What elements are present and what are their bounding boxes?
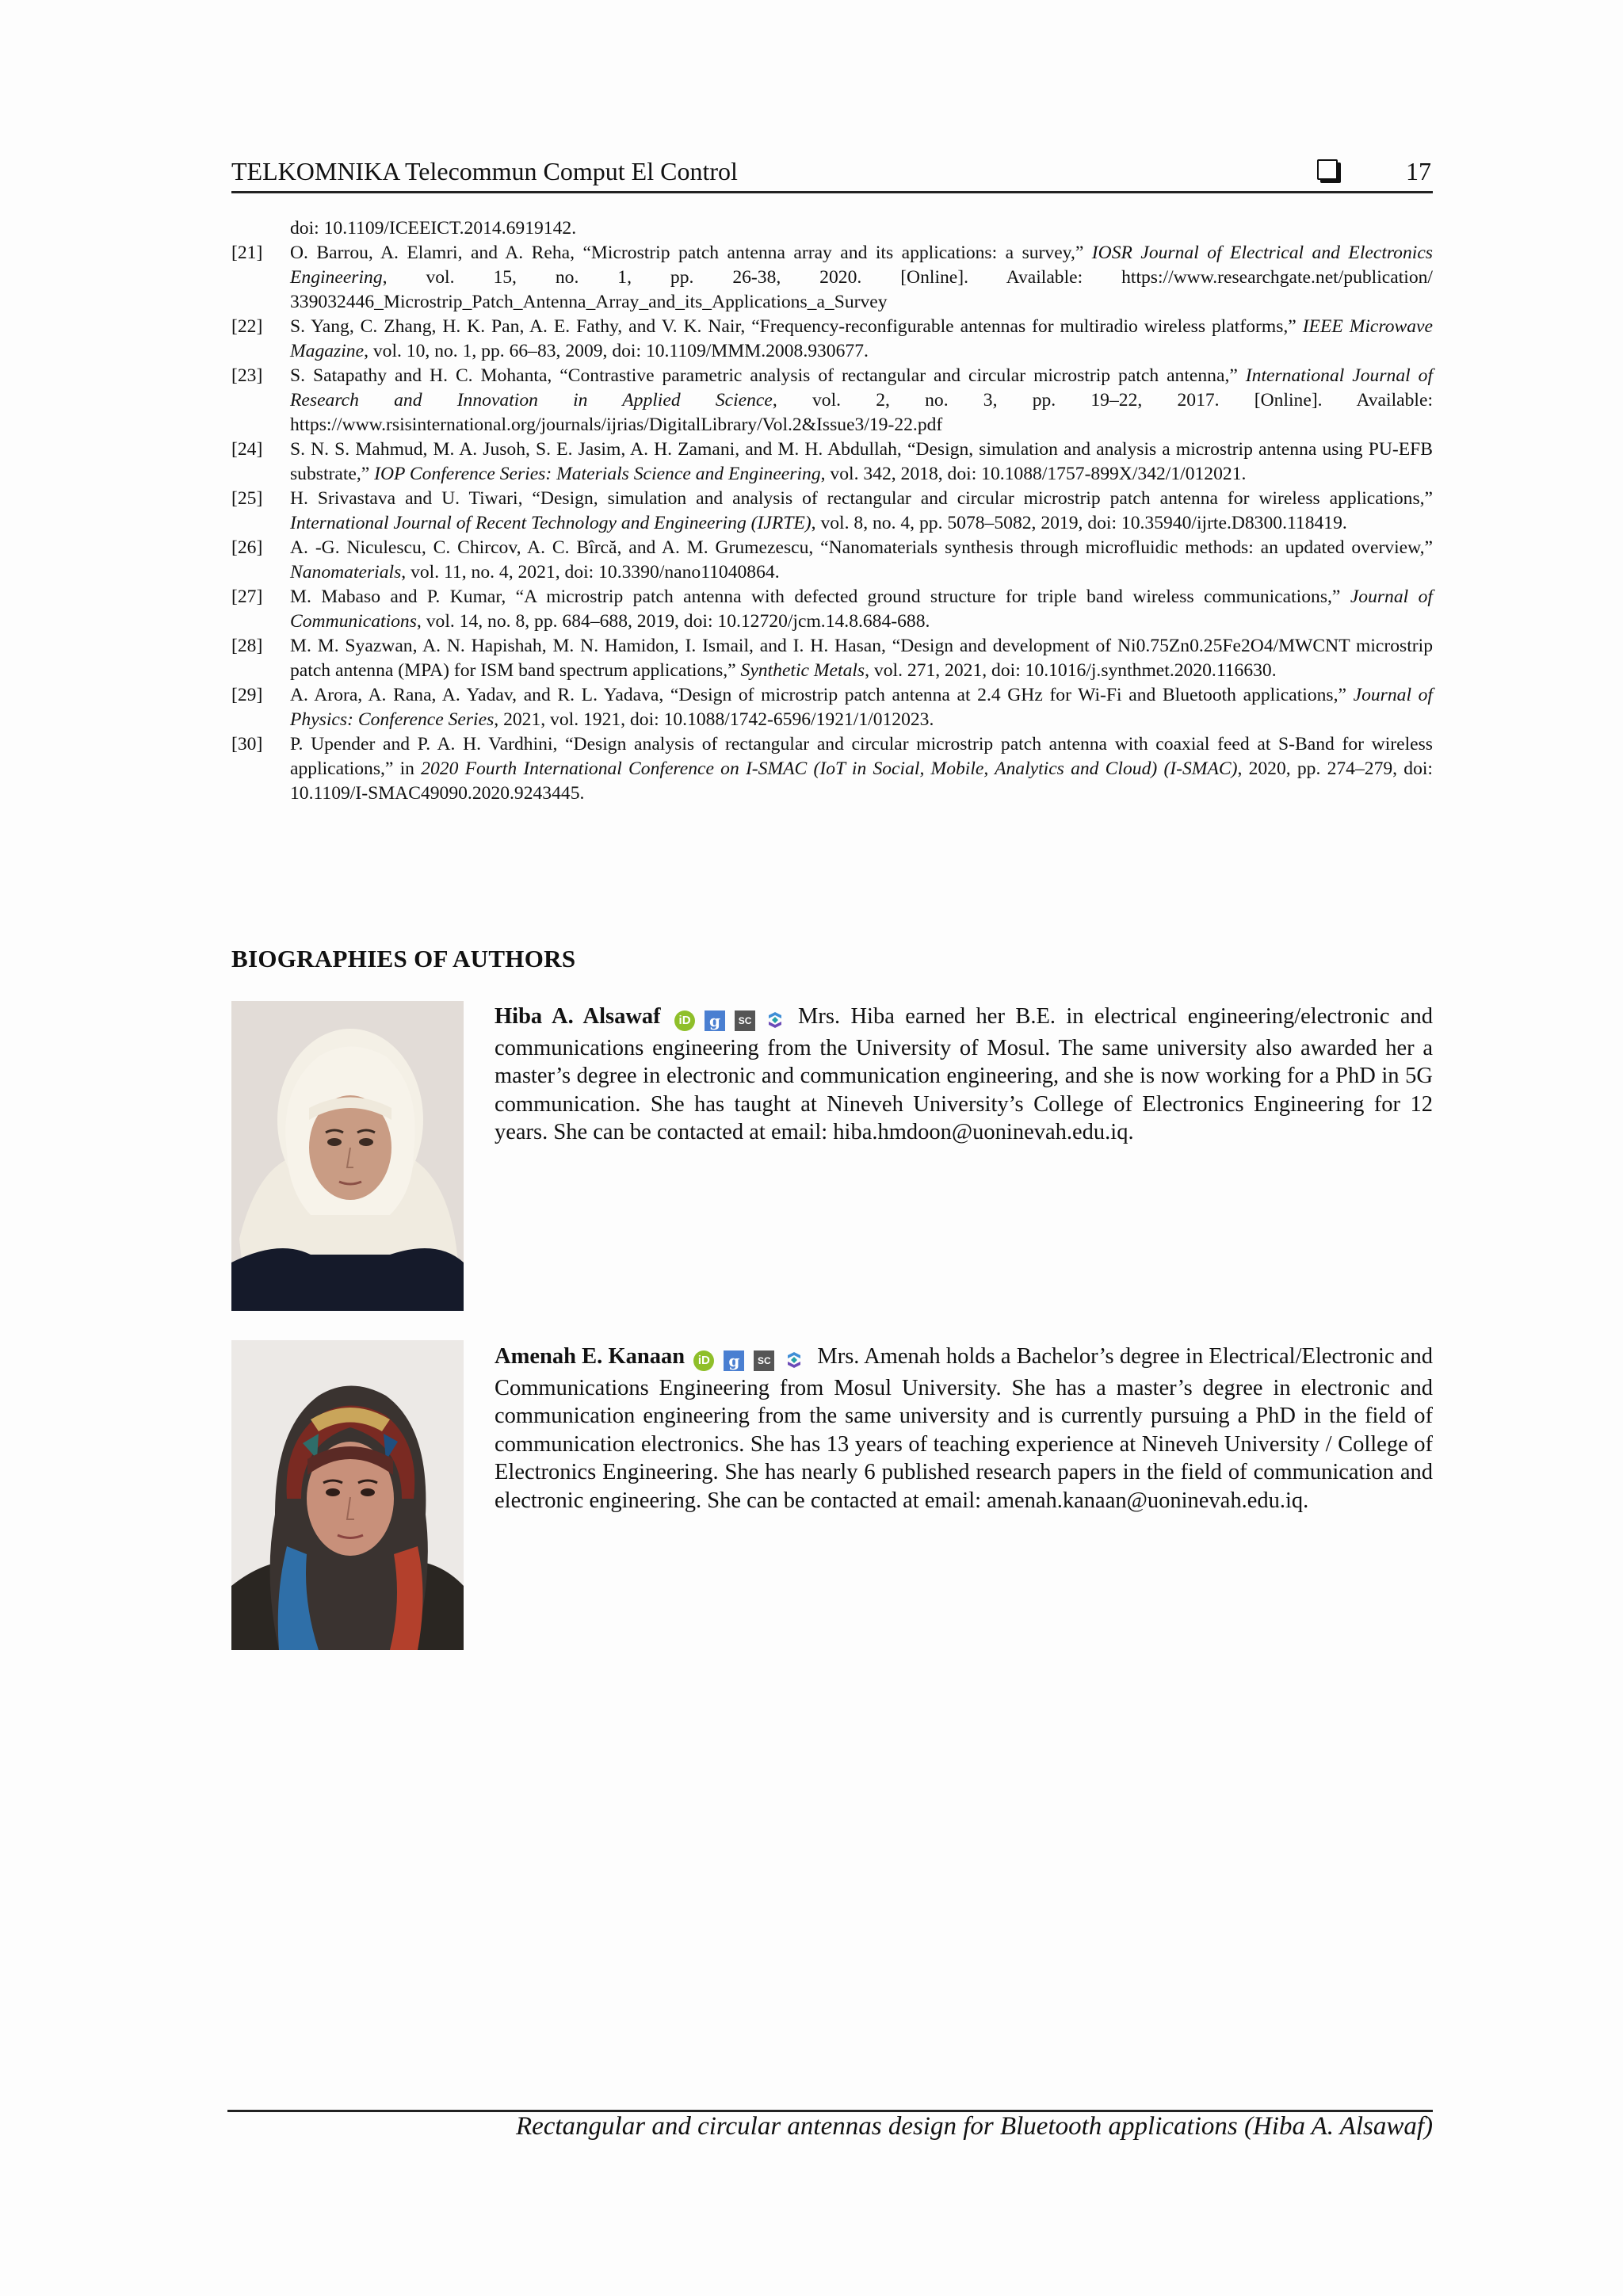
author-bio-text: Mrs. Amenah holds a Bachelor’s degree in Electrical/Electronic and Communications Engineering from Mosul University. She has a master’s degree in electronic and communication engineering from the same university and is currently pursuing a PhD in the field of communication electronics. She has 13 years of teaching experience at Nineveh University / College of Electronics Engineering. She has nearly 6 published research papers in the field of communication and electronic engineering. She can be contacted at email: amenah.kanaan@uoninevah.edu.iq. (495, 1344, 1433, 1513)
biographies-heading: BIOGRAPHIES OF AUTHORS (231, 945, 576, 972)
box-bullet-icon (1317, 159, 1338, 180)
reference-item (231, 315, 1433, 364)
reference-venue: Nanomaterials (290, 562, 402, 583)
page-header (231, 153, 1433, 193)
reference-number: [22] (231, 316, 263, 337)
reference-text: S. Satapathy and H. C. Mohanta, “Contrastive parametric analysis of rectangular and circular microstrip patch antenna,” International Journal of Research and Innovation in Applied Science, vol. 2, no. 3, pp. 19–22, 2017. [Online]. Available: https://www.rsisinternational.org/journals/ijrias/DigitalLibrary/Vol.2&Issue3/19-22.pdf (290, 365, 1434, 435)
author-name: Amenah E. Kanaan (495, 1344, 685, 1369)
reference-item (231, 634, 1433, 683)
reference-number (231, 216, 290, 241)
reference-text: M. M. Syazwan, A. N. Hapishah, M. N. Hamidon, I. Ismail, and I. H. Hasan, “Design and development of Ni0.75Zn0.25Fe2O4/MWCNT microstrip patch antenna (MPA) for ISM band spectrum applications,” Synthetic Metals, vol. 271, 2021, doi: 10.1016/j.synthmet.2020.116630. (290, 636, 1433, 681)
page-footer (227, 2110, 1433, 2141)
reference-venue: IEEE Microwave Magazine (290, 316, 1433, 361)
author-photo (231, 1340, 464, 1650)
author-photo-amenah (231, 1340, 464, 1650)
reference-venue: 2020 Fourth International Conference on I-SMAC (IoT in Social, Mobile, Analytics and Cloud) (I-SMAC) (421, 758, 1238, 779)
author-profile-icons (693, 1346, 814, 1374)
reference-venue: IOSR Journal of Electrical and Electronics Engineering (290, 243, 1433, 288)
reference-text: H. Srivastava and U. Tiwari, “Design, simulation and analysis of rectangular and circular microstrip patch antenna for wireless applications,” International Journal of Recent Technology and Engineering (IJRTE), vol. 8, no. 4, pp. 5078–5082, 2019, doi: 10.35940/ijrte.D8300.118419. (290, 488, 1433, 533)
reference-number: [25] (231, 488, 263, 509)
scopus-icon[interactable]: SC (735, 1010, 755, 1031)
author-profile-icons (674, 1006, 795, 1034)
reference-item (231, 585, 1433, 634)
reference-number: [26] (231, 537, 263, 558)
reference-text: M. Mabaso and P. Kumar, “A microstrip patch antenna with defected ground structure for triple band wireless communications,” Journal of Communications, vol. 14, no. 8, pp. 684–688, 2019, doi: 10.12720/jcm.14.8.684-688. (290, 586, 1433, 632)
footer-title: Rectangular and circular antennas design for Bluetooth applications (Hiba A. Alsawaf) (515, 2112, 1433, 2141)
reference-number: [24] (231, 439, 263, 460)
reference-number: [30] (231, 734, 263, 755)
reference-venue: International Journal of Research and Innovation in Applied Science (290, 365, 1434, 411)
google-scholar-icon[interactable]: g (724, 1350, 744, 1371)
reference-venue: IOP Conference Series: Materials Science and Engineering (374, 464, 821, 484)
reference-item (231, 536, 1433, 585)
reference-venue: International Journal of Recent Technology and Engineering (IJRTE) (290, 513, 812, 533)
reference-text: S. Yang, C. Zhang, H. K. Pan, A. E. Fathy, and V. K. Nair, “Frequency-reconfigurable antennas for multiradio wireless platforms,” IEEE Microwave Magazine, vol. 10, no. 1, pp. 66–83, 2009, doi: 10.1109/MMM.2008.930677. (290, 316, 1433, 361)
reference-text: A. -G. Niculescu, C. Chircov, A. C. Bîrcă, and A. M. Grumezescu, “Nanomaterials synthesis through microfluidic methods: an updated overview,” Nanomaterials, vol. 11, no. 4, 2021, doi: 10.3390/nano11040864. (290, 537, 1433, 583)
reference-number: [27] (231, 586, 263, 607)
reference-text: A. Arora, A. Rana, A. Yadav, and R. L. Yadava, “Design of microstrip patch antenna at 2.4 GHz for Wi-Fi and Bluetooth applications,” Journal of Physics: Conference Series, 2021, vol. 1921, doi: 10.1088/1742-6596/1921/1/012023. (290, 685, 1433, 730)
reference-text: S. N. S. Mahmud, M. A. Jusoh, S. E. Jasim, A. H. Zamani, and M. H. Abdullah, “Design, simulation and analysis a microstrip antenna using PU-EFB substrate,” IOP Conference Series: Materials Science and Engineering, vol. 342, 2018, doi: 10.1088/1757-899X/342/1/012021. (290, 439, 1433, 484)
reference-number: [28] (231, 636, 263, 656)
reference-item (231, 216, 1433, 241)
author-bio (495, 1343, 1433, 1515)
reference-venue: Journal of Communications (290, 586, 1433, 632)
author-photo (231, 1001, 464, 1311)
reference-text: P. Upender and P. A. H. Vardhini, “Design analysis of rectangular and circular microstrip patch antenna with coaxial feed at S-Band for wireless applications,” in 2020 Fourth International Conference on I-SMAC (IoT in Social, Mobile, Analytics and Cloud) (I-SMAC), 2020, pp. 274–279, doi: 10.1109/I-SMAC49090.2020.9243445. (290, 734, 1433, 804)
reference-number: [23] (231, 365, 263, 386)
author-name: Hiba A. Alsawaf (495, 1004, 661, 1029)
reference-item (231, 437, 1433, 487)
orcid-icon[interactable]: iD (693, 1350, 714, 1371)
reference-item (231, 487, 1433, 536)
reference-text: O. Barrou, A. Elamri, and A. Reha, “Microstrip patch antenna array and its applications: a survey,” IOSR Journal of Electrical and Electronics Engineering, vol. 15, no. 1, pp. 26-38, 2020. [Online]. Available: https://www.researchgate.net/publication/ 339032446_Microstrip_Patch_Antenna_Array_and_its_Applications_a_Survey (290, 243, 1433, 312)
journal-title: TELKOMNIKA Telecommun Comput El Control (231, 157, 738, 185)
reference-item (231, 683, 1433, 732)
author-bio-text: Mrs. Hiba earned her B.E. in electrical engineering/electronic and communications engineering from the University of Mosul. The same university also awarded her a master’s degree in electronic and communication engineering, and she is now working for a PhD in 5G communication. She has taught at Nineveh University’s College of Electronics Engineering for 12 years. She can be contacted at email: hiba.hmdoon@uoninevah.edu.iq. (495, 1004, 1433, 1144)
publons-icon[interactable] (765, 1010, 785, 1031)
reference-item (231, 732, 1433, 806)
page-number: 17 (1406, 157, 1431, 185)
reference-text: doi: 10.1109/ICEEICT.2014.6919142. (290, 218, 577, 239)
reference-list (231, 216, 1433, 806)
publons-icon[interactable] (784, 1350, 804, 1371)
reference-number: [29] (231, 685, 263, 705)
author-bio (495, 1003, 1433, 1147)
scopus-icon[interactable]: SC (754, 1350, 774, 1371)
google-scholar-icon[interactable]: g (705, 1010, 725, 1031)
reference-item (231, 364, 1433, 437)
author-photo-hiba (231, 1001, 464, 1311)
reference-venue: Journal of Physics: Conference Series (290, 685, 1433, 730)
orcid-icon[interactable]: iD (674, 1010, 695, 1031)
reference-item (231, 241, 1433, 315)
reference-number: [21] (231, 243, 263, 263)
reference-venue: Synthetic Metals (740, 660, 865, 681)
